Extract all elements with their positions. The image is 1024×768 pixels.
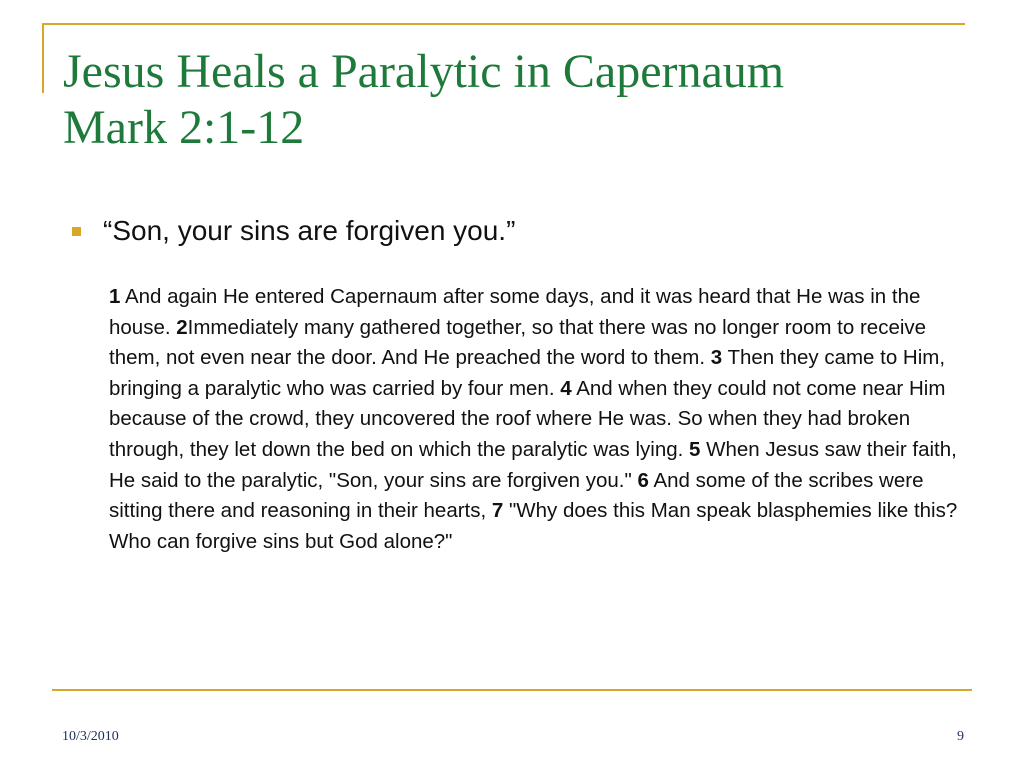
verse-text: And when they could not come near Him because of the crowd, they uncovered the roof where He was. So when they had broken through, they let down the bed on which the paralytic was lying. [109, 376, 946, 461]
bottom-accent-line [52, 689, 972, 691]
left-accent-line [42, 23, 44, 93]
title-line-2: Mark 2:1-12 [63, 101, 305, 154]
verse-number: 7 [491, 499, 504, 523]
scripture-passage [109, 282, 979, 557]
verse-text: Then they came to Him, bringing a paralytic who was carried by four men. [109, 346, 946, 400]
verse-number: 6 [637, 468, 649, 492]
verse-text: Immediately many gathered together, so that there was no longer room to receive them, not even near the door. And He preached the word to them. [109, 315, 927, 370]
bullet-square-icon [72, 227, 81, 236]
verse-text: When Jesus saw their faith, He said to the paralytic, "Son, your sins are forgiven you." [109, 437, 957, 492]
verse-text: And some of the scribes were sitting there and reasoning in their hearts, [109, 468, 924, 523]
verse-number: 5 [689, 437, 701, 461]
page-number: 9 [957, 729, 964, 744]
verse-number: 2 [176, 315, 188, 339]
verse-number: 1 [109, 285, 121, 308]
verse-number: 3 [710, 346, 723, 370]
verse-text: "Why does this Man speak blasphemies like this? Who can forgive sins but God alone?" [109, 499, 958, 553]
top-accent-line [42, 23, 965, 25]
footer-date: 10/3/2010 [62, 729, 119, 744]
bullet-item [72, 214, 972, 248]
bullet-text: “Son, your sins are forgiven you.” [103, 215, 516, 246]
verse-text: And again He entered Capernaum after some days, and it was heard that He was in the house. [109, 285, 921, 339]
slide-title [63, 44, 983, 156]
title-line-1: Jesus Heals a Paralytic in Capernaum [63, 45, 785, 98]
verse-number: 4 [560, 376, 572, 400]
